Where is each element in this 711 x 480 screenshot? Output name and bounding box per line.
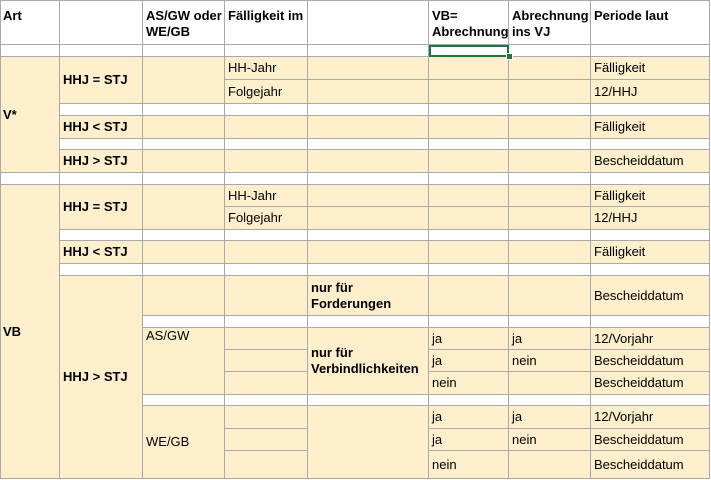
- vb-col2-block[interactable]: [143, 185, 225, 230]
- art-v-star[interactable]: V*: [0, 57, 60, 173]
- blank-row-cell[interactable]: [308, 264, 429, 276]
- v-cell[interactable]: [308, 116, 429, 139]
- vb-nur-verbindlichkeiten-text: nur für Verbindlichkeiten: [311, 345, 419, 376]
- v-cell[interactable]: [225, 116, 308, 139]
- header-as-gw-we-gb[interactable]: AS/GW oder WE/GB: [143, 0, 225, 45]
- header-periode[interactable]: Periode laut: [591, 0, 710, 45]
- v-hhj-eq-stj[interactable]: HHJ = STJ: [60, 57, 143, 104]
- vb-as-vb[interactable]: ja: [429, 350, 509, 372]
- v-col6[interactable]: [509, 57, 591, 80]
- vb-we-col3[interactable]: [225, 406, 308, 429]
- vb-we-vb[interactable]: nein: [429, 451, 509, 479]
- blank-row-cell[interactable]: [308, 104, 429, 116]
- v-col6[interactable]: [509, 80, 591, 104]
- vb-as-periode[interactable]: 12/Vorjahr: [591, 328, 710, 350]
- header-vb-abrechnung[interactable]: VB= Abrechnung: [429, 0, 509, 45]
- header-abrechnung-vj[interactable]: Abrechnung ins VJ: [509, 0, 591, 45]
- vb-periode-12hhj[interactable]: 12/HHJ: [591, 207, 710, 230]
- blank-row-cell[interactable]: [509, 45, 591, 57]
- header-art[interactable]: Art: [0, 0, 60, 45]
- vb-cell[interactable]: [509, 241, 591, 264]
- vb-cell[interactable]: [429, 207, 509, 230]
- blank-row-cell[interactable]: [308, 139, 429, 150]
- blank-row-cell[interactable]: [308, 316, 429, 328]
- blank-row-cell[interactable]: [225, 139, 308, 150]
- blank-row-cell[interactable]: [225, 230, 308, 241]
- blank-row-cell[interactable]: [429, 230, 509, 241]
- blank-row-cell[interactable]: [143, 316, 225, 328]
- vb-as-col3[interactable]: [225, 350, 308, 372]
- fill-handle[interactable]: [506, 53, 513, 60]
- blank-row-cell[interactable]: [591, 45, 710, 57]
- vb-nur-verbindlichkeiten[interactable]: [308, 328, 429, 395]
- selected-cell[interactable]: [429, 45, 509, 57]
- vb-nur-forderungen-text: nur für Forderungen: [311, 279, 392, 311]
- blank-row-cell[interactable]: [509, 395, 591, 406]
- vb-as-col3[interactable]: [225, 372, 308, 395]
- vb-as-periode[interactable]: Bescheiddatum: [591, 350, 710, 372]
- blank-row-cell[interactable]: [143, 173, 225, 185]
- vb-we-col3[interactable]: [225, 429, 308, 451]
- vb-as-vj[interactable]: ja: [509, 328, 591, 350]
- v-periode-faelligkeit[interactable]: Fälligkeit: [591, 57, 710, 80]
- blank-row-cell[interactable]: [225, 173, 308, 185]
- v-periode-lt[interactable]: Fälligkeit: [591, 116, 710, 139]
- blank-row-cell[interactable]: [60, 45, 143, 57]
- vb-we-periode[interactable]: Bescheiddatum: [591, 429, 710, 451]
- v-cell[interactable]: [143, 116, 225, 139]
- v-hhj-lt-stj[interactable]: HHJ < STJ: [60, 116, 143, 139]
- blank-row-cell[interactable]: [429, 104, 509, 116]
- vb-periode-faelligkeit[interactable]: Fälligkeit: [591, 185, 710, 207]
- blank-row-cell[interactable]: [225, 104, 308, 116]
- blank-row-cell[interactable]: [591, 139, 710, 150]
- vb-we-vj[interactable]: [509, 451, 591, 479]
- blank-row-cell[interactable]: [0, 45, 60, 57]
- blank-row-cell[interactable]: [591, 395, 710, 406]
- blank-row-cell[interactable]: [60, 104, 143, 116]
- v-cell[interactable]: [429, 150, 509, 173]
- vb-we-vb[interactable]: ja: [429, 429, 509, 451]
- vb-as-vb[interactable]: ja: [429, 328, 509, 350]
- vb-as-periode[interactable]: Bescheiddatum: [591, 372, 710, 395]
- vb-cell[interactable]: [429, 241, 509, 264]
- blank-row-cell[interactable]: [308, 230, 429, 241]
- vb-as-gw[interactable]: AS/GW: [143, 328, 225, 395]
- header-empty-col4[interactable]: [308, 0, 429, 45]
- vb-as-vj[interactable]: [509, 372, 591, 395]
- blank-row-cell[interactable]: [429, 395, 509, 406]
- header-faelligkeit[interactable]: Fälligkeit im: [225, 0, 308, 45]
- blank-row-cell[interactable]: [60, 173, 143, 185]
- v-col4[interactable]: [308, 80, 429, 104]
- v-cell[interactable]: [509, 116, 591, 139]
- vb-periode-forderungen[interactable]: Bescheiddatum: [591, 276, 710, 316]
- blank-row-cell[interactable]: [225, 395, 308, 406]
- vb-we-periode[interactable]: 12/Vorjahr: [591, 406, 710, 429]
- v-cell[interactable]: [308, 150, 429, 173]
- blank-row-cell[interactable]: [429, 316, 509, 328]
- vb-hhj-lt-stj[interactable]: HHJ < STJ: [60, 241, 143, 264]
- vb-cell[interactable]: [429, 185, 509, 207]
- blank-row-cell[interactable]: [509, 264, 591, 276]
- vb-hhj-eq-stj[interactable]: HHJ = STJ: [60, 185, 143, 230]
- blank-row-cell[interactable]: [509, 316, 591, 328]
- blank-row-cell[interactable]: [591, 230, 710, 241]
- vb-cell[interactable]: [509, 276, 591, 316]
- blank-row-cell[interactable]: [143, 45, 225, 57]
- vb-forderungen-col3[interactable]: [225, 276, 308, 316]
- vb-hhj-gt-stj[interactable]: HHJ > STJ: [60, 276, 143, 479]
- blank-row-cell[interactable]: [0, 173, 60, 185]
- blank-row-cell[interactable]: [143, 230, 225, 241]
- vb-folgejahr[interactable]: Folgejahr: [225, 207, 308, 230]
- vb-we-gb[interactable]: WE/GB: [143, 406, 225, 479]
- vb-cell[interactable]: [308, 207, 429, 230]
- vb-we-periode[interactable]: Bescheiddatum: [591, 451, 710, 479]
- blank-row-cell[interactable]: [60, 264, 143, 276]
- v-cell[interactable]: [143, 150, 225, 173]
- vb-cell[interactable]: [308, 185, 429, 207]
- vb-forderungen-col2[interactable]: [143, 276, 225, 316]
- vb-as-col3[interactable]: [225, 328, 308, 350]
- vb-as-vb[interactable]: nein: [429, 372, 509, 395]
- vb-cell[interactable]: [429, 276, 509, 316]
- vb-we-vb[interactable]: ja: [429, 406, 509, 429]
- blank-row-cell[interactable]: [429, 173, 509, 185]
- vb-we-col4[interactable]: [308, 406, 429, 479]
- vb-cell[interactable]: [509, 185, 591, 207]
- v-col2-block[interactable]: [143, 57, 225, 104]
- vb-we-vj[interactable]: ja: [509, 406, 591, 429]
- v-cell[interactable]: [509, 150, 591, 173]
- blank-row-cell[interactable]: [509, 104, 591, 116]
- vb-hh-jahr[interactable]: HH-Jahr: [225, 185, 308, 207]
- v-periode-gt[interactable]: Bescheiddatum: [591, 150, 710, 173]
- blank-row-cell[interactable]: [429, 264, 509, 276]
- blank-row-cell[interactable]: [509, 173, 591, 185]
- blank-row-cell[interactable]: [591, 264, 710, 276]
- blank-row-cell[interactable]: [308, 45, 429, 57]
- blank-row-cell[interactable]: [143, 395, 225, 406]
- blank-row-cell[interactable]: [60, 230, 143, 241]
- header-empty-col1[interactable]: [60, 0, 143, 45]
- blank-row-cell[interactable]: [509, 139, 591, 150]
- vb-cell[interactable]: [509, 207, 591, 230]
- blank-row-cell[interactable]: [308, 395, 429, 406]
- blank-row-cell[interactable]: [60, 139, 143, 150]
- vb-cell[interactable]: [308, 241, 429, 264]
- blank-row-cell[interactable]: [143, 264, 225, 276]
- blank-row-cell[interactable]: [591, 316, 710, 328]
- vb-nur-forderungen[interactable]: [308, 276, 429, 316]
- v-col5[interactable]: [429, 57, 509, 80]
- blank-row-cell[interactable]: [225, 264, 308, 276]
- v-folgejahr[interactable]: Folgejahr: [225, 80, 308, 104]
- vb-as-vj[interactable]: nein: [509, 350, 591, 372]
- vb-we-col3[interactable]: [225, 451, 308, 479]
- blank-row-cell[interactable]: [143, 104, 225, 116]
- blank-row-cell[interactable]: [225, 316, 308, 328]
- blank-row-cell[interactable]: [591, 104, 710, 116]
- v-hh-jahr[interactable]: HH-Jahr: [225, 57, 308, 80]
- v-col5[interactable]: [429, 80, 509, 104]
- v-cell[interactable]: [429, 116, 509, 139]
- v-periode-12hhj[interactable]: 12/HHJ: [591, 80, 710, 104]
- blank-row-cell[interactable]: [429, 139, 509, 150]
- v-col4[interactable]: [308, 57, 429, 80]
- art-vb[interactable]: VB: [0, 185, 60, 479]
- vb-cell[interactable]: [143, 241, 225, 264]
- blank-row-cell[interactable]: [591, 173, 710, 185]
- vb-periode-lt[interactable]: Fälligkeit: [591, 241, 710, 264]
- blank-row-cell[interactable]: [225, 45, 308, 57]
- v-cell[interactable]: [225, 150, 308, 173]
- vb-cell[interactable]: [225, 241, 308, 264]
- blank-row-cell[interactable]: [509, 230, 591, 241]
- v-hhj-gt-stj[interactable]: HHJ > STJ: [60, 150, 143, 173]
- blank-row-cell[interactable]: [308, 173, 429, 185]
- blank-row-cell[interactable]: [143, 139, 225, 150]
- vb-we-vj[interactable]: nein: [509, 429, 591, 451]
